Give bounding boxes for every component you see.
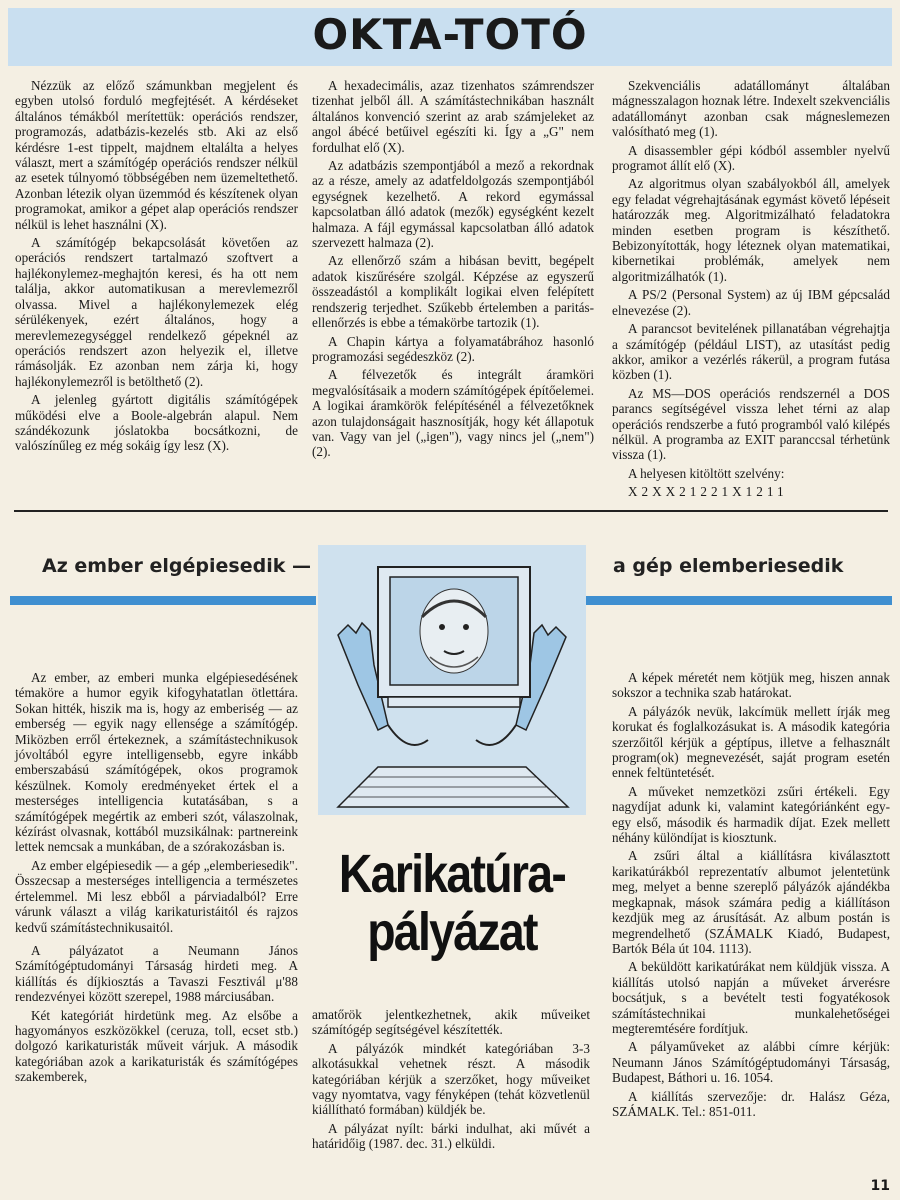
paragraph: A helyesen kitöltött szelvény: bbox=[628, 465, 785, 481]
paragraph: A PS/2 (Personal System) az új IBM gépcsalád elnevezése (2). bbox=[612, 287, 890, 318]
okta-column-2 bbox=[312, 78, 594, 463]
article-column-2 bbox=[312, 1007, 590, 1155]
contest-title-line2: pályázat bbox=[367, 902, 537, 962]
paragraph: A kiállítás szervezője: dr. Halász Géza, SZÁMALK. Tel.: 851-011. bbox=[612, 1088, 890, 1119]
paragraph: Két kategóriát hirdetünk meg. Az elsőbe a hagyományos eszközökkel (ceruza, toll, ecset stb.) dolgozó karikaturisták műveit várjuk. A második kategóriában azok a karikaturisták és számítógépes szakemberek, bbox=[15, 1007, 298, 1085]
page-number: 11 bbox=[870, 1178, 890, 1194]
section-divider bbox=[14, 510, 888, 512]
page-title: OKTA-TOTÓ bbox=[312, 10, 588, 59]
paragraph: A pályázók mindkét kategóriában 3-3 alkotásukkal vehetnek részt. A második kategóriában kérjük a szerzőket, hogy műveiket vagy nyomtatva, vagy fényképen (tehát közvetlenül kiállítható formában) küldjék be. bbox=[312, 1040, 590, 1118]
accent-bar-left bbox=[10, 596, 316, 605]
okta-column-1 bbox=[15, 78, 298, 457]
section-heading-left: Az ember elgépiesedik — bbox=[42, 555, 311, 577]
paragraph: A számítógép bekapcsolását követően az operációs rendszert tartalmazó szoftvert a hajlékonylemez-meghajtón keresi, és ha ott nem találja, akkor automatikusan a merevlemezről olvassa. Mivel a hajlékonylemezek elég sérülékenyek, ezért általános, hogy a merevlemezegységgel rendelkező gépeknél az operációs rendszert azon helyezik el, illetve rámásolják. Ez azonban nem zárja ki, hogy hajlékonylemezről is betölthető (2). bbox=[15, 235, 298, 389]
paragraph: Szekvenciális adatállományt általában mágnesszalagon hoznak létre. Indexelt szekvenciális adatállományt azonban csak mágneslemezen valósítható meg (1). bbox=[612, 78, 890, 140]
paragraph: A pályázat nyílt: bárki indulhat, aki művét a határidőig (1987. dec. 31.) elküldi. bbox=[312, 1120, 590, 1152]
solution-row: X2XX21221X1211 bbox=[628, 484, 788, 500]
section-heading-right: a gép elemberiesedik bbox=[613, 555, 844, 577]
paragraph: A Chapin kártya a folyamatábrához hasonló programozási segédeszköz (2). bbox=[312, 333, 594, 364]
computer-with-portrait-illustration bbox=[318, 545, 586, 815]
contest-title bbox=[337, 845, 567, 961]
paragraph: A jelenleg gyártott digitális számítógépek működési elve a Boole-algebrán alapul. Nem szándékozunk jóslatokba bocsátkozni, de valószínűleg ez még sokáig így lesz (X). bbox=[15, 392, 298, 454]
paragraph: Nézzük az előző számunkban megjelent és egyben utolsó forduló megfejtését. A kérdéseket általános témákból merítettük: operációs rendszer, programozás, adatbázis-kezelés stb. Aki az első kérdésre 1-est tippelt, majdnem eltalálta a helyes választ, mert a számítógép operációs rendszer nélkül az esetek túlnyomó többségében nem üzemeltethető. Azonban létezik olyan üzemmód és készítenek olyan programokat, amikor a gépet alap operációs rendszer nélkül is lehet használni (X). bbox=[15, 78, 298, 232]
paragraph: Az adatbázis szempontjából a mező a rekordnak az a része, amely az adatfeldolgozás szempontjából egységnek kezelhető. A rekord egymással kapcsolatban álló adatok (mezők) egységként kezelt halmaza. A fájl egymással kapcsolatban álló adatok szervezett halmaza (2). bbox=[312, 158, 594, 251]
paragraph: A pályázók nevük, lakcímük mellett írják meg korukat és foglalkozásukat is. A második kategória szerzőitől kérjük a géptípus, illetve a felhasznált program(ok) megnevezését, saját program esetén ennek feltüntetését. bbox=[612, 703, 890, 781]
paragraph: Az MS—DOS operációs rendszernél a DOS parancs segítségével vissza lehet térni az alap operációs rendszerbe a futó programból való kilépés nélkül. A programba az EXIT paranccsal térhetünk vissza (1). bbox=[612, 385, 890, 463]
article-column-3 bbox=[612, 670, 890, 1122]
paragraph: Az ellenőrző szám a hibásan bevitt, begépelt adatok kiszűrésére szolgál. Képzése az egyszerű összeadástól a komplikált logikai elven felépített rendszerig terjedhet. Szűkebb értelemben a paritás-ellenőrzés is ebbe a témakörbe tartozik (1). bbox=[312, 253, 594, 331]
article-column-1 bbox=[15, 670, 298, 1088]
accent-bar-right bbox=[586, 596, 892, 605]
paragraph: Az ember, az emberi munka elgépiesedésének témaköre a humor egyik kifogyhatatlan ötlettára. Sokan hitték, hiszik ma is, hogy az emberiség — az emberség — egyik nagy ellensége a számítógép. Miközben erről értekeznek, a számítástechnikusok jóvoltából egyre intelligensebb, egyre inkább emberszabású számítógépek, okos programok készülnek. Komoly eredményeket értek el a mesterséges intelligencia kutatásában, s a számítógépek megértik az emberi szót, válaszolnak, kézírást olvasnak, kottából muzsikálnak: partnereink lettek nemcsak a munkában, de a szórakozásban is. bbox=[15, 670, 298, 855]
contest-title-line1: Karikatúra- bbox=[338, 844, 566, 904]
paragraph: amatőrök jelentkezhetnek, akik műveiket számítógép segítségével készítették. bbox=[312, 1007, 590, 1038]
paragraph: A parancsot bevitelének pillanatában végrehajtja a számítógép (például LIST), az utasítást pedig akkor, amikor a vezérlés rákerül, a program futása közben (1). bbox=[612, 321, 890, 383]
paragraph: A hexadecimális, azaz tizenhatos számrendszer tizenhat jelből áll. A számítástechnikában használt általános konvenció szerint az arab számjeleket az angol ábécé betűivel egészíti ki. Így a „G" nem fordulhat elő (X). bbox=[312, 78, 594, 155]
paragraph: A műveket nemzetközi zsűri értékeli. Egy nagydíjat adunk ki, valamint kategóriánként egy-egy első, második és harmadik díjat. Ezek mellett néhány különdíjat is kiosztunk. bbox=[612, 783, 890, 846]
paragraph: A zsűri által a kiállításra kiválasztott karikatúrákból reprezentatív albumot jelentetünk meg, melyet a benne szereplő pályázók ajándékba megkapnak, mások számára pedig a kiállításon kezdjük meg az árusítását. Az album postán is megrendelhető (SZÁMALK Kiadó, Budapest, Bartók Béla út 104. 1113). bbox=[612, 848, 890, 956]
paragraph: A pályázatot a Neumann János Számítógéptudományi Társaság hirdeti meg. A kiállítás és díjkiosztás a Tavaszi Fesztivál μ'88 rendezvényei között szerepel, 1988 márciusában. bbox=[15, 942, 298, 1005]
paragraph: A félvezetők és integrált áramköri megvalósításaik a modern számítógépek építőelemei. A logikai áramkörök felépítésénél a félvezetőknek azon tulajdonságait hasznosítják, hogy két állapotuk van. Vagy van jel („igen"), vagy nincs jel („nem") (2). bbox=[312, 367, 594, 460]
paragraph: A képek méretét nem kötjük meg, hiszen annak sokszor a technika szab határokat. bbox=[612, 670, 890, 701]
paragraph: Az algoritmus olyan szabályokból áll, amelyek egy feladat végrehajtásának egymást követő lépéseit határozzák meg. Algoritmizálható feladatokra minden esetben program is készíthető. Bebizonyították, hogy léteznek olyan matematikai, kibernetikai problémák, amelyek nem algoritmizálhatók (1). bbox=[612, 176, 890, 284]
okta-column-3 bbox=[612, 78, 890, 503]
paragraph: A pályaműveket az alábbi címre kérjük: Neumann János Számítógéptudományi Társaság, Budapest, Báthori u. 16. 1054. bbox=[612, 1039, 890, 1086]
paragraph: A disassembler gépi kódból assembler nyelvű programot állít elő (X). bbox=[612, 142, 890, 174]
paragraph: A beküldött karikatúrákat nem küldjük vissza. A kiállítás utolsó napján a műveket árverésre bocsátjuk, s a bevételt testi fogyatékosok számítástechnikai munkalehetőségei megteremtésére fordítjuk. bbox=[612, 959, 890, 1036]
paragraph: Az ember elgépiesedik — a gép „elemberiesedik". Összecsap a mesterséges intelligencia a természetes értelemmel. Mi lesz ebből a párviadalból? Erre várunk választ a világ karikaturistáitól és rajzos kedvű számítástechnikusaitól. bbox=[15, 857, 298, 935]
